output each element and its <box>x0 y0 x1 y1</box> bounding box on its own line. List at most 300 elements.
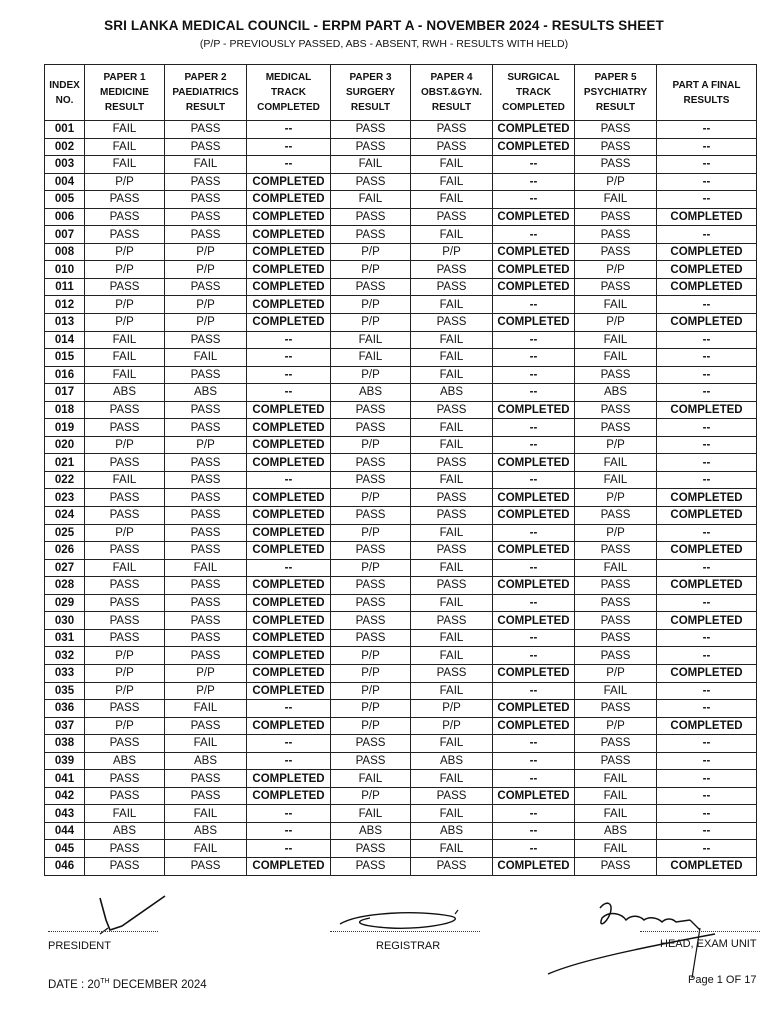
result-cell: FAIL <box>575 805 657 823</box>
result-cell: PASS <box>165 208 247 226</box>
result-cell: PASS <box>165 577 247 595</box>
result-cell: -- <box>247 121 331 139</box>
column-header: PAPER 3 SURGERY RESULT <box>331 65 411 121</box>
result-cell: P/P <box>575 314 657 332</box>
head-exam-unit-label: HEAD, EXAM UNIT <box>660 938 757 950</box>
column-header: PAPER 4 OBST.&GYN. RESULT <box>411 65 493 121</box>
result-cell: FAIL <box>411 331 493 349</box>
result-cell: COMPLETED <box>247 594 331 612</box>
table-row <box>45 314 757 332</box>
result-cell: PASS <box>85 857 165 875</box>
result-cell: COMPLETED <box>247 664 331 682</box>
result-cell: PASS <box>85 507 165 525</box>
result-cell: -- <box>657 524 757 542</box>
president-signature-line <box>48 930 158 932</box>
table-row <box>45 208 757 226</box>
result-cell: FAIL <box>85 121 165 139</box>
result-cell: ABS <box>411 384 493 402</box>
result-cell: P/P <box>331 243 411 261</box>
result-cell: -- <box>657 629 757 647</box>
registrar-signature-line <box>330 930 480 932</box>
table-row <box>45 542 757 560</box>
table-row <box>45 173 757 191</box>
result-cell: COMPLETED <box>247 243 331 261</box>
index-cell: 033 <box>45 664 85 682</box>
table-row <box>45 629 757 647</box>
head-signature-line <box>640 930 760 932</box>
result-cell: -- <box>247 471 331 489</box>
result-cell: FAIL <box>575 349 657 367</box>
result-cell: P/P <box>575 436 657 454</box>
result-cell: P/P <box>165 682 247 700</box>
result-cell: P/P <box>331 366 411 384</box>
result-cell: COMPLETED <box>247 173 331 191</box>
result-cell: ABS <box>411 752 493 770</box>
result-cell: PASS <box>331 507 411 525</box>
table-row <box>45 612 757 630</box>
result-cell: -- <box>493 805 575 823</box>
result-cell: COMPLETED <box>247 261 331 279</box>
result-cell: COMPLETED <box>493 454 575 472</box>
result-cell: P/P <box>331 682 411 700</box>
result-cell: COMPLETED <box>657 243 757 261</box>
result-cell: -- <box>247 138 331 156</box>
table-row <box>45 121 757 139</box>
result-cell: FAIL <box>575 559 657 577</box>
result-cell: COMPLETED <box>247 577 331 595</box>
result-cell: FAIL <box>85 349 165 367</box>
result-cell: P/P <box>85 296 165 314</box>
result-cell: -- <box>493 822 575 840</box>
result-cell: P/P <box>331 314 411 332</box>
result-cell: COMPLETED <box>493 507 575 525</box>
result-cell: -- <box>247 366 331 384</box>
index-cell: 013 <box>45 314 85 332</box>
result-cell: PASS <box>331 454 411 472</box>
result-cell: PASS <box>575 121 657 139</box>
index-cell: 041 <box>45 770 85 788</box>
result-cell: COMPLETED <box>493 717 575 735</box>
result-cell: FAIL <box>165 559 247 577</box>
result-cell: PASS <box>575 243 657 261</box>
result-cell: ABS <box>575 822 657 840</box>
result-cell: COMPLETED <box>247 419 331 437</box>
result-cell: PASS <box>85 612 165 630</box>
result-cell: -- <box>657 735 757 753</box>
result-cell: P/P <box>165 436 247 454</box>
result-cell: PASS <box>85 489 165 507</box>
result-cell: PASS <box>575 208 657 226</box>
result-cell: -- <box>247 752 331 770</box>
result-cell: P/P <box>165 314 247 332</box>
table-row <box>45 559 757 577</box>
result-cell: -- <box>247 384 331 402</box>
result-cell: PASS <box>165 787 247 805</box>
result-cell: FAIL <box>575 454 657 472</box>
result-cell: FAIL <box>575 296 657 314</box>
result-cell: PASS <box>575 857 657 875</box>
table-row <box>45 454 757 472</box>
column-header: PAPER 1 MEDICINE RESULT <box>85 65 165 121</box>
index-cell: 003 <box>45 156 85 174</box>
result-cell: -- <box>657 296 757 314</box>
column-header: PAPER 5 PSYCHIATRY RESULT <box>575 65 657 121</box>
result-cell: PASS <box>575 752 657 770</box>
result-cell: ABS <box>165 752 247 770</box>
result-cell: P/P <box>331 700 411 718</box>
result-cell: -- <box>493 629 575 647</box>
result-cell: -- <box>657 384 757 402</box>
result-cell: PASS <box>165 612 247 630</box>
result-cell: FAIL <box>411 366 493 384</box>
result-cell: PASS <box>165 717 247 735</box>
result-cell: P/P <box>85 243 165 261</box>
result-cell: ABS <box>331 384 411 402</box>
result-cell: PASS <box>411 121 493 139</box>
table-row <box>45 857 757 875</box>
date-superscript: TH <box>100 978 110 985</box>
table-row <box>45 524 757 542</box>
result-cell: PASS <box>85 454 165 472</box>
index-cell: 046 <box>45 857 85 875</box>
result-cell: FAIL <box>411 682 493 700</box>
index-cell: 045 <box>45 840 85 858</box>
result-cell: PASS <box>411 507 493 525</box>
result-cell: FAIL <box>411 471 493 489</box>
result-cell: PASS <box>165 173 247 191</box>
result-cell: COMPLETED <box>493 857 575 875</box>
index-cell: 016 <box>45 366 85 384</box>
result-cell: P/P <box>411 717 493 735</box>
result-cell: FAIL <box>575 787 657 805</box>
result-cell: P/P <box>411 700 493 718</box>
result-cell: COMPLETED <box>657 612 757 630</box>
result-cell: PASS <box>165 226 247 244</box>
result-cell: PASS <box>165 489 247 507</box>
result-cell: FAIL <box>165 805 247 823</box>
result-cell: COMPLETED <box>493 261 575 279</box>
result-cell: -- <box>247 559 331 577</box>
table-header <box>45 65 757 121</box>
result-cell: PASS <box>331 612 411 630</box>
result-cell: PASS <box>411 787 493 805</box>
result-cell: PASS <box>85 594 165 612</box>
result-cell: P/P <box>331 296 411 314</box>
result-cell: PASS <box>85 191 165 209</box>
column-header: MEDICAL TRACK COMPLETED <box>247 65 331 121</box>
result-cell: PASS <box>85 401 165 419</box>
index-cell: 020 <box>45 436 85 454</box>
index-cell: 010 <box>45 261 85 279</box>
result-cell: PASS <box>165 629 247 647</box>
index-cell: 004 <box>45 173 85 191</box>
table-row <box>45 507 757 525</box>
result-cell: FAIL <box>85 471 165 489</box>
results-table <box>44 64 757 876</box>
result-cell: PASS <box>331 840 411 858</box>
result-cell: PASS <box>411 278 493 296</box>
result-cell: PASS <box>575 419 657 437</box>
table-row <box>45 401 757 419</box>
result-cell: COMPLETED <box>247 770 331 788</box>
result-cell: FAIL <box>575 471 657 489</box>
result-cell: -- <box>493 191 575 209</box>
table-row <box>45 700 757 718</box>
result-cell: -- <box>247 156 331 174</box>
result-cell: -- <box>493 471 575 489</box>
index-cell: 039 <box>45 752 85 770</box>
result-cell: FAIL <box>331 805 411 823</box>
result-cell: COMPLETED <box>247 717 331 735</box>
table-row <box>45 752 757 770</box>
result-cell: -- <box>657 419 757 437</box>
result-cell: ABS <box>575 384 657 402</box>
result-cell: FAIL <box>85 138 165 156</box>
result-cell: -- <box>657 471 757 489</box>
result-cell: -- <box>493 682 575 700</box>
result-cell: PASS <box>331 401 411 419</box>
result-cell: P/P <box>575 664 657 682</box>
index-cell: 011 <box>45 278 85 296</box>
result-cell: P/P <box>85 647 165 665</box>
result-cell: FAIL <box>411 840 493 858</box>
index-cell: 012 <box>45 296 85 314</box>
result-cell: PASS <box>575 401 657 419</box>
index-cell: 002 <box>45 138 85 156</box>
index-cell: 043 <box>45 805 85 823</box>
result-cell: PASS <box>85 278 165 296</box>
result-cell: ABS <box>85 752 165 770</box>
result-cell: -- <box>657 787 757 805</box>
result-cell: COMPLETED <box>247 454 331 472</box>
result-cell: FAIL <box>411 524 493 542</box>
result-cell: COMPLETED <box>247 542 331 560</box>
result-cell: COMPLETED <box>247 208 331 226</box>
result-cell: PASS <box>165 857 247 875</box>
result-cell: FAIL <box>85 366 165 384</box>
index-cell: 030 <box>45 612 85 630</box>
result-cell: FAIL <box>575 770 657 788</box>
result-cell: FAIL <box>411 349 493 367</box>
result-cell: P/P <box>165 261 247 279</box>
result-cell: COMPLETED <box>247 296 331 314</box>
page-number: Page 1 OF 17 <box>688 974 757 986</box>
table-row <box>45 366 757 384</box>
result-cell: PASS <box>411 664 493 682</box>
document-date <box>48 978 207 991</box>
result-cell: PASS <box>331 138 411 156</box>
result-cell: PASS <box>575 577 657 595</box>
result-cell: COMPLETED <box>657 717 757 735</box>
table-row <box>45 664 757 682</box>
result-cell: PASS <box>411 612 493 630</box>
result-cell: FAIL <box>411 770 493 788</box>
index-cell: 025 <box>45 524 85 542</box>
result-cell: PASS <box>331 542 411 560</box>
result-cell: -- <box>493 559 575 577</box>
result-cell: -- <box>493 735 575 753</box>
result-cell: -- <box>493 349 575 367</box>
result-cell: COMPLETED <box>657 577 757 595</box>
index-cell: 036 <box>45 700 85 718</box>
result-cell: PASS <box>85 770 165 788</box>
index-cell: 035 <box>45 682 85 700</box>
result-cell: FAIL <box>411 805 493 823</box>
result-cell: FAIL <box>411 647 493 665</box>
result-cell: PASS <box>331 121 411 139</box>
result-cell: COMPLETED <box>493 542 575 560</box>
result-cell: PASS <box>575 594 657 612</box>
result-cell: PASS <box>331 577 411 595</box>
table-row <box>45 156 757 174</box>
result-cell: FAIL <box>165 156 247 174</box>
result-cell: PASS <box>85 629 165 647</box>
table-row <box>45 278 757 296</box>
result-cell: FAIL <box>411 436 493 454</box>
result-cell: P/P <box>331 489 411 507</box>
result-cell: P/P <box>85 717 165 735</box>
result-cell: -- <box>493 594 575 612</box>
result-cell: COMPLETED <box>657 208 757 226</box>
result-cell: -- <box>657 647 757 665</box>
result-cell: FAIL <box>575 191 657 209</box>
result-cell: FAIL <box>411 629 493 647</box>
result-cell: PASS <box>331 735 411 753</box>
result-cell: PASS <box>165 647 247 665</box>
table-row <box>45 822 757 840</box>
result-cell: PASS <box>165 594 247 612</box>
result-cell: FAIL <box>411 594 493 612</box>
result-cell: -- <box>657 700 757 718</box>
result-cell: PASS <box>575 629 657 647</box>
result-cell: P/P <box>165 296 247 314</box>
result-cell: PASS <box>85 419 165 437</box>
result-cell: P/P <box>331 559 411 577</box>
result-cell: COMPLETED <box>493 278 575 296</box>
document-title: SRI LANKA MEDICAL COUNCIL - ERPM PART A - NOVEMBER 2024 - RESULTS SHEET <box>104 18 664 33</box>
result-cell: PASS <box>575 156 657 174</box>
result-cell: P/P <box>331 261 411 279</box>
result-cell: COMPLETED <box>247 226 331 244</box>
result-cell: P/P <box>85 436 165 454</box>
result-cell: FAIL <box>85 805 165 823</box>
result-cell: -- <box>493 524 575 542</box>
index-cell: 021 <box>45 454 85 472</box>
result-cell: ABS <box>165 822 247 840</box>
result-cell: FAIL <box>411 173 493 191</box>
index-cell: 029 <box>45 594 85 612</box>
result-cell: P/P <box>331 647 411 665</box>
result-cell: -- <box>247 349 331 367</box>
result-cell: ABS <box>85 384 165 402</box>
result-cell: -- <box>493 647 575 665</box>
result-cell: PASS <box>85 208 165 226</box>
result-cell: COMPLETED <box>657 314 757 332</box>
result-cell: FAIL <box>411 419 493 437</box>
table-row <box>45 296 757 314</box>
result-cell: PASS <box>331 173 411 191</box>
index-cell: 008 <box>45 243 85 261</box>
result-cell: PASS <box>575 366 657 384</box>
column-header: PAPER 2 PAEDIATRICS RESULT <box>165 65 247 121</box>
result-cell: P/P <box>331 664 411 682</box>
result-cell: -- <box>247 331 331 349</box>
result-cell: -- <box>493 384 575 402</box>
index-cell: 027 <box>45 559 85 577</box>
result-cell: FAIL <box>575 840 657 858</box>
result-cell: PASS <box>331 857 411 875</box>
result-cell: COMPLETED <box>493 401 575 419</box>
result-cell: PASS <box>331 752 411 770</box>
result-cell: -- <box>247 735 331 753</box>
result-cell: PASS <box>575 700 657 718</box>
result-cell: P/P <box>331 436 411 454</box>
index-cell: 024 <box>45 507 85 525</box>
result-cell: -- <box>657 156 757 174</box>
result-cell: -- <box>247 840 331 858</box>
result-cell: -- <box>657 840 757 858</box>
result-cell: PASS <box>411 489 493 507</box>
result-cell: COMPLETED <box>493 612 575 630</box>
result-cell: FAIL <box>411 735 493 753</box>
index-cell: 015 <box>45 349 85 367</box>
result-cell: PASS <box>575 612 657 630</box>
result-cell: -- <box>657 752 757 770</box>
result-cell: COMPLETED <box>493 208 575 226</box>
result-cell: FAIL <box>575 331 657 349</box>
table-row <box>45 349 757 367</box>
result-cell: PASS <box>331 419 411 437</box>
result-cell: P/P <box>85 261 165 279</box>
result-cell: -- <box>657 226 757 244</box>
index-cell: 006 <box>45 208 85 226</box>
result-cell: PASS <box>575 735 657 753</box>
result-cell: FAIL <box>85 331 165 349</box>
result-cell: ABS <box>331 822 411 840</box>
result-cell: P/P <box>331 717 411 735</box>
result-cell: -- <box>247 822 331 840</box>
result-cell: FAIL <box>331 156 411 174</box>
result-cell: -- <box>493 366 575 384</box>
table-row <box>45 489 757 507</box>
result-cell: FAIL <box>165 840 247 858</box>
index-cell: 018 <box>45 401 85 419</box>
result-cell: -- <box>657 822 757 840</box>
result-cell: PASS <box>165 401 247 419</box>
result-cell: P/P <box>85 682 165 700</box>
document-subtitle: (P/P - PREVIOUSLY PASSED, ABS - ABSENT, RWH - RESULTS WITH HELD) <box>199 38 569 50</box>
result-cell: PASS <box>165 507 247 525</box>
result-cell: PASS <box>85 226 165 244</box>
result-cell: P/P <box>165 243 247 261</box>
result-cell: -- <box>493 226 575 244</box>
result-cell: PASS <box>165 366 247 384</box>
table-row <box>45 735 757 753</box>
result-cell: P/P <box>411 243 493 261</box>
table-row <box>45 717 757 735</box>
result-cell: P/P <box>331 787 411 805</box>
result-cell: PASS <box>165 138 247 156</box>
result-cell: COMPLETED <box>247 524 331 542</box>
result-cell: COMPLETED <box>493 138 575 156</box>
result-cell: FAIL <box>331 191 411 209</box>
result-cell: COMPLETED <box>247 489 331 507</box>
result-cell: PASS <box>165 524 247 542</box>
table-row <box>45 787 757 805</box>
column-header: SURGICAL TRACK COMPLETED <box>493 65 575 121</box>
result-cell: -- <box>493 173 575 191</box>
table-body <box>45 121 757 876</box>
